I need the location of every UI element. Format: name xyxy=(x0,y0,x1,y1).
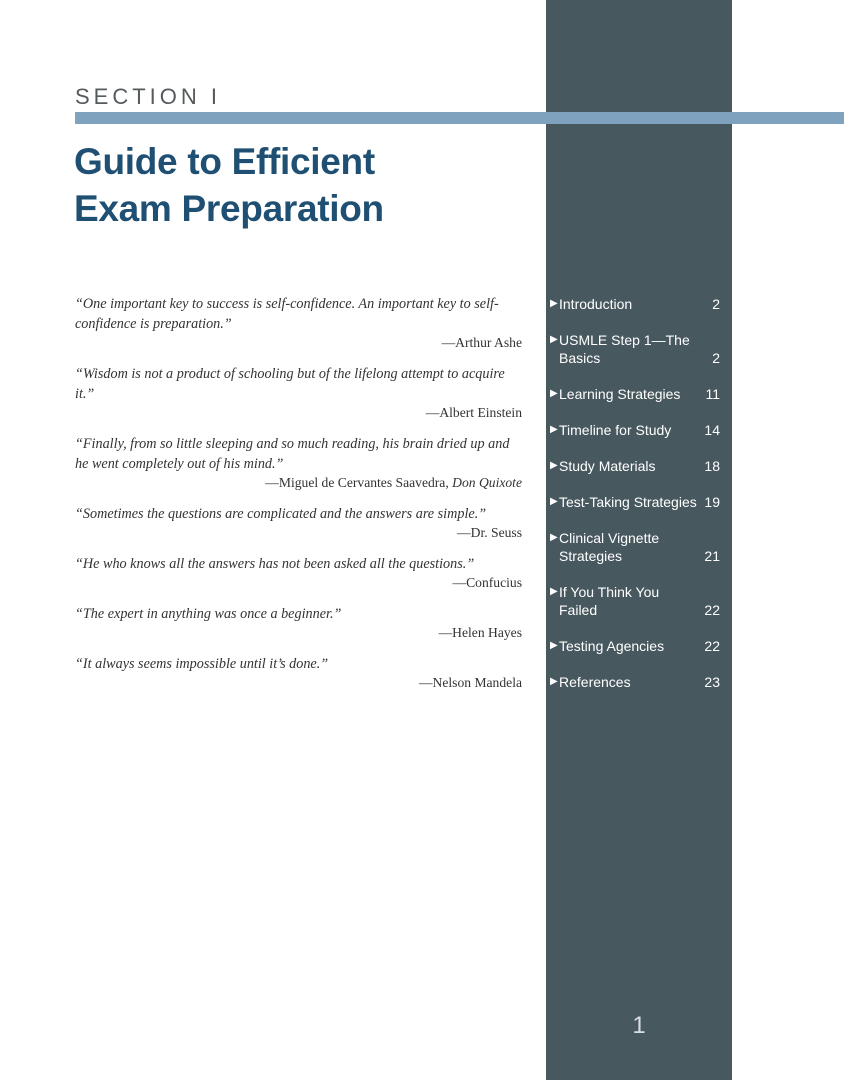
triangle-right-icon: ▶ xyxy=(550,460,558,471)
toc-item-page: 14 xyxy=(704,422,720,438)
triangle-right-icon: ▶ xyxy=(550,334,558,345)
triangle-right-icon: ▶ xyxy=(550,676,558,687)
quote-text: “One important key to success is self-confidence. An important key to self-confidence is preparation.” xyxy=(75,296,499,332)
quote-text: “Wisdom is not a product of schooling but of the lifelong attempt to acquire it.” xyxy=(75,366,505,402)
toc-item-label: Learning Strategies xyxy=(559,386,681,402)
toc-item-page: 2 xyxy=(712,296,720,312)
triangle-right-icon: ▶ xyxy=(550,424,558,435)
toc-item-if-you-think-you-failed[interactable] xyxy=(550,583,720,619)
section-label: SECTION I xyxy=(75,84,222,109)
toc-item-test-taking-strategies[interactable] xyxy=(550,493,720,511)
quote-attribution: —Nelson Mandela xyxy=(418,675,522,690)
toc-item-page: 23 xyxy=(704,674,720,690)
quote xyxy=(75,434,522,492)
toc-item-label: References xyxy=(559,674,631,690)
toc-item-label: Introduction xyxy=(559,296,633,312)
page-number: 1 xyxy=(632,1012,646,1039)
triangle-right-icon: ▶ xyxy=(550,586,558,597)
quote-attribution-with-source xyxy=(75,474,522,492)
table-of-contents xyxy=(550,295,720,709)
quote-attribution: —Confucius xyxy=(452,575,522,590)
quote xyxy=(75,654,522,692)
toc-item-study-materials[interactable] xyxy=(550,457,720,475)
triangle-right-icon: ▶ xyxy=(550,496,558,507)
page-title xyxy=(74,138,384,232)
triangle-right-icon: ▶ xyxy=(550,532,558,543)
toc-item-page: 18 xyxy=(704,458,720,474)
toc-item-references[interactable] xyxy=(550,673,720,691)
quote xyxy=(75,294,522,352)
quote-text: “Finally, from so little sleeping and so much reading, his brain dried up and he went completely out of his mind.” xyxy=(75,436,510,472)
triangle-right-icon: ▶ xyxy=(550,388,558,399)
page-title-line-1: Guide to Efficient xyxy=(74,141,375,182)
toc-item-label: Timeline for Study xyxy=(559,422,672,438)
quote-text: “The expert in anything was once a beginner.” xyxy=(75,606,342,622)
toc-item-page: 21 xyxy=(704,548,720,564)
toc-item-label: Clinical Vignette Strategies xyxy=(559,530,660,564)
section-rule xyxy=(75,112,844,124)
quote xyxy=(75,604,522,642)
quote-attribution: —Dr. Seuss xyxy=(457,525,522,540)
quote xyxy=(75,364,522,422)
quote-text: “Sometimes the questions are complicated and the answers are simple.” xyxy=(75,506,487,522)
toc-item-label: If You Think You Failed xyxy=(559,584,660,618)
triangle-right-icon: ▶ xyxy=(550,640,558,651)
toc-item-label: Study Materials xyxy=(559,458,656,474)
toc-item-timeline-for-study[interactable] xyxy=(550,421,720,439)
toc-item-learning-strategies[interactable] xyxy=(550,385,720,403)
toc-item-page: 22 xyxy=(704,638,720,654)
toc-item-clinical-vignette-strategies[interactable] xyxy=(550,529,720,565)
quote-attribution: —Miguel de Cervantes Saavedra, xyxy=(265,475,449,490)
quote-attribution: —Helen Hayes xyxy=(438,625,522,640)
toc-item-label: Test-Taking Strategies xyxy=(559,494,697,510)
toc-item-usmle-basics[interactable] xyxy=(550,331,720,367)
toc-item-label: Testing Agencies xyxy=(559,638,665,654)
quotes-list xyxy=(75,294,522,704)
triangle-right-icon: ▶ xyxy=(550,298,558,309)
toc-item-page: 22 xyxy=(704,602,720,618)
quote-attribution: —Arthur Ashe xyxy=(441,335,522,350)
quote xyxy=(75,504,522,542)
quote-attribution: —Albert Einstein xyxy=(425,405,522,420)
toc-item-introduction[interactable] xyxy=(550,295,720,313)
quote-text: “It always seems impossible until it’s done.” xyxy=(75,656,329,672)
toc-item-page: 19 xyxy=(704,494,720,510)
quote xyxy=(75,554,522,592)
quote-text: “He who knows all the answers has not been asked all the questions.” xyxy=(75,556,475,572)
toc-item-label: USMLE Step 1—The Basics xyxy=(559,332,690,366)
toc-item-testing-agencies[interactable] xyxy=(550,637,720,655)
quote-source: Don Quixote xyxy=(452,475,522,490)
toc-item-page: 2 xyxy=(712,350,720,366)
toc-item-page: 11 xyxy=(705,386,720,402)
page-title-line-2: Exam Preparation xyxy=(74,188,384,229)
